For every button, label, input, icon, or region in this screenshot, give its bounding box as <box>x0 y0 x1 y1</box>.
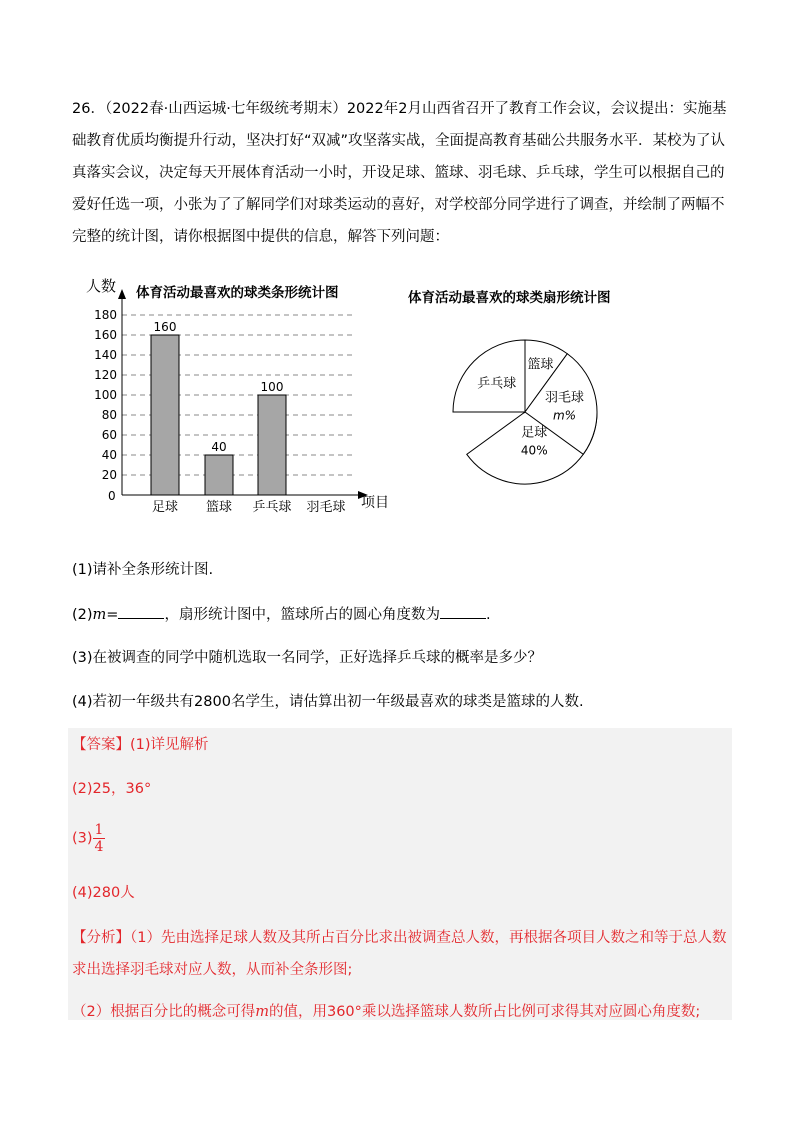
answer-tag: 【答案】 <box>72 737 130 753</box>
y-tick-label: 60 <box>101 428 117 442</box>
bar-chart-xticks <box>152 499 346 515</box>
problem-text: 2022年2月山西省召开了教育工作会议，会议提出：实施基础教育优质均衡提升行动，坚决打好“双减”攻坚落实战，全面提高教育基础公共服务水平．某校为了认真落实会议，决定每天开展体育活动一小时，开设足球、篮球、羽毛球、乒乓球，学生可以根据自己的爱好任选一项，小张为了了解同学们对球类运动的喜好，对学校部分同学进行了调查，并绘制了两幅不完整的统计图，请你根据图中提供的信息，解答下列问题： <box>72 101 727 245</box>
x-tick-label: 篮球 <box>205 500 233 515</box>
problem-stem <box>72 93 732 253</box>
analysis-tag: 【分析】 <box>72 930 130 946</box>
bar-chart-bars <box>151 320 286 495</box>
analysis-2-a: （2）根据百分比的概念可得 <box>72 1004 256 1020</box>
question-2-var: m <box>92 607 107 623</box>
analysis-1-text: （1）先由选择足球人数及其所占百分比求出被调查总人数，再根据各项目人数之和等于总人数求出选择羽毛球对应人数，从而补全条形图; <box>72 930 727 978</box>
pie-slice-label: 羽毛球 <box>544 390 585 406</box>
x-tick-label: 乒乓球 <box>252 500 292 515</box>
bar-data-label: 40 <box>211 440 227 454</box>
answer-3 <box>72 822 105 855</box>
bar <box>151 335 179 495</box>
answer-blank-m[interactable] <box>118 604 164 619</box>
analysis-1 <box>72 922 732 986</box>
y-tick-label: 100 <box>94 388 117 402</box>
problem-source: （2022春·山西运城·七年级统考期末） <box>104 101 347 117</box>
bar-chart-origin: 0 <box>108 489 116 503</box>
answer-4: (4)280人 <box>72 885 135 901</box>
bar <box>258 395 286 495</box>
y-tick-label: 140 <box>94 348 117 362</box>
pie-slice-label: 篮球 <box>527 357 554 373</box>
pie-slice-label: 足球 <box>521 425 548 441</box>
answer-1 <box>72 735 209 755</box>
question-4: (4)若初一年级共有2800名学生，请估算出初一年级最喜欢的球类是篮球的人数. <box>72 694 584 710</box>
answer-blank-angle[interactable] <box>440 604 486 619</box>
bar-data-label: 100 <box>260 380 284 394</box>
pie-slice-label: 乒乓球 <box>477 376 517 392</box>
bar-chart-yticks <box>94 308 117 482</box>
pie-slice-percent: 40% <box>520 443 548 458</box>
question-2-mid: ，扇形统计图中，篮球所占的圆心角度数为 <box>164 607 440 623</box>
bar-data-label: 160 <box>153 320 177 334</box>
bar <box>205 455 233 495</box>
bar-chart-ylabel: 人数 <box>86 277 117 295</box>
analysis-2-var: m <box>255 1004 269 1020</box>
fraction-denominator: 4 <box>94 839 104 855</box>
y-tick-label: 160 <box>94 328 117 342</box>
question-2 <box>72 604 491 625</box>
question-2-prefix: (2) <box>72 607 93 623</box>
x-tick-label: 足球 <box>151 500 179 515</box>
pie-chart-title: 体育活动最喜欢的球类扇形统计图 <box>408 290 611 306</box>
answer-3-prefix: (3) <box>72 830 93 847</box>
answer-1-text: (1)详见解析 <box>130 737 209 753</box>
y-tick-label: 40 <box>101 448 117 462</box>
fraction-numerator: 1 <box>94 822 104 838</box>
y-tick-label: 120 <box>94 368 117 382</box>
bar-chart-title: 体育活动最喜欢的球类条形统计图 <box>136 285 339 301</box>
y-tick-label: 180 <box>94 308 117 322</box>
y-axis-arrow-icon <box>118 289 126 299</box>
question-1: (1)请补全条形统计图. <box>72 562 214 578</box>
x-tick-label: 羽毛球 <box>306 500 346 515</box>
question-2-eq: = <box>106 607 119 623</box>
y-tick-label: 20 <box>101 468 117 482</box>
y-tick-label: 80 <box>101 408 117 422</box>
analysis-2-b: 的值，用360°乘以选择篮球人数所占比例可求得其对应圆心角度数; <box>268 1004 701 1020</box>
analysis-2 <box>72 1002 700 1022</box>
pie-chart <box>400 282 630 502</box>
problem-number: 26． <box>72 101 105 117</box>
question-2-end: . <box>485 607 491 623</box>
bar-chart-xlabel: 项目 <box>361 495 389 511</box>
answer-2: (2)25，36° <box>72 781 152 797</box>
answer-3-fraction <box>93 822 106 855</box>
question-3: (3)在被调查的同学中随机选取一名同学，正好选择乒乓球的概率是多少？ <box>72 650 543 666</box>
pie-slice-percent: m% <box>552 408 577 423</box>
bar-chart <box>70 265 400 525</box>
